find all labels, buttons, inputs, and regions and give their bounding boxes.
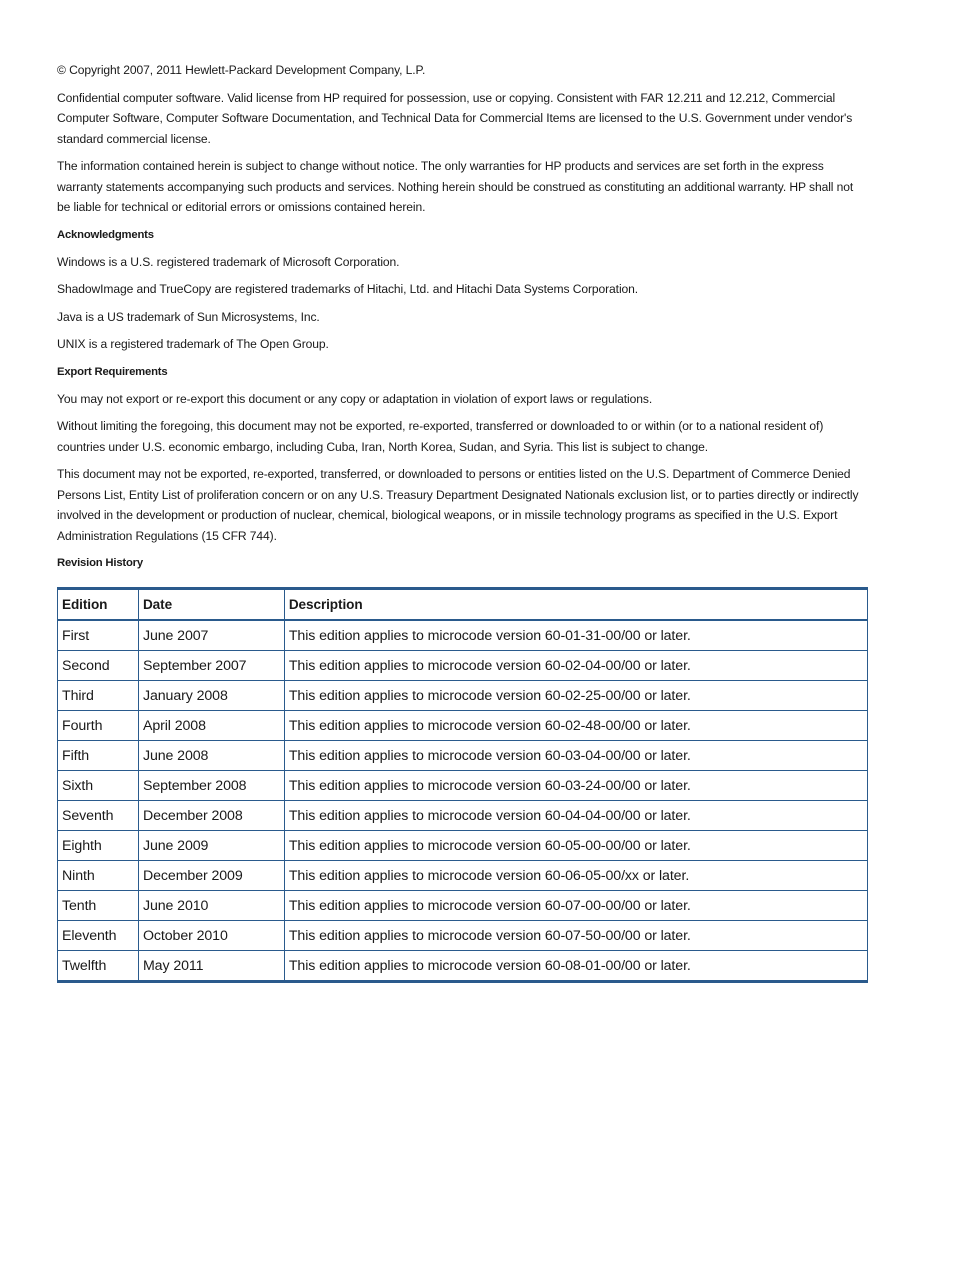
confidential-notice: Confidential computer software. Valid license from HP required for possession, use or copying. Consistent with FAR 12.211 and 12.212, Commercial Computer Software, Computer Software Documentation, and Technical Data for Commercial Items are licensed to the U.S. Government under vendor's standard commercial license. — [57, 90, 853, 146]
table-row — [58, 891, 868, 921]
description-cell: This edition applies to microcode version 60-02-04-00/00 or later. — [284, 651, 867, 681]
date-cell: December 2009 — [138, 861, 284, 891]
edition-cell: Eleventh — [58, 921, 139, 951]
date-cell: October 2010 — [138, 921, 284, 951]
edition-cell: Seventh — [58, 801, 139, 831]
column-header-description: Description — [284, 589, 867, 621]
edition-cell: Second — [58, 651, 139, 681]
acknowledgments-heading: Acknowledgments — [57, 228, 154, 241]
date-cell: June 2009 — [138, 831, 284, 861]
description-cell: This edition applies to microcode version 60-07-00-00/00 or later. — [284, 891, 867, 921]
date-cell: September 2007 — [138, 651, 284, 681]
edition-cell: First — [58, 620, 139, 651]
description-cell: This edition applies to microcode version 60-02-48-00/00 or later. — [284, 711, 867, 741]
description-cell: This edition applies to microcode version 60-02-25-00/00 or later. — [284, 681, 867, 711]
revision-history-table — [57, 587, 868, 983]
edition-cell: Tenth — [58, 891, 139, 921]
edition-cell: Fourth — [58, 711, 139, 741]
table-row — [58, 801, 868, 831]
description-cell: This edition applies to microcode version 60-06-05-00/xx or later. — [284, 861, 867, 891]
edition-cell: Third — [58, 681, 139, 711]
date-cell: May 2011 — [138, 951, 284, 982]
ack-windows: Windows is a U.S. registered trademark of Microsoft Corporation. — [57, 254, 400, 269]
export-heading: Export Requirements — [57, 365, 168, 378]
column-header-edition: Edition — [58, 589, 139, 621]
column-header-date: Date — [138, 589, 284, 621]
table-row — [58, 620, 868, 651]
description-cell: This edition applies to microcode version 60-03-24-00/00 or later. — [284, 771, 867, 801]
export-para-1: You may not export or re-export this document or any copy or adaptation in violation of export laws or regulations. — [57, 391, 653, 406]
date-cell: June 2010 — [138, 891, 284, 921]
table-row — [58, 711, 868, 741]
table-row — [58, 951, 868, 982]
ack-hitachi: ShadowImage and TrueCopy are registered trademarks of Hitachi, Ltd. and Hitachi Data Systems Corporation. — [57, 282, 639, 296]
edition-cell: Sixth — [58, 771, 139, 801]
table-row — [58, 831, 868, 861]
description-cell: This edition applies to microcode version 60-08-01-00/00 or later. — [284, 951, 867, 982]
description-cell: This edition applies to microcode version 60-03-04-00/00 or later. — [284, 741, 867, 771]
ack-java: Java is a US trademark of Sun Microsystems, Inc. — [57, 309, 320, 324]
edition-cell: Fifth — [58, 741, 139, 771]
revision-history-heading: Revision History — [57, 557, 143, 569]
table-header-row — [58, 589, 868, 621]
warranty-notice: The information contained herein is subject to change without notice. The only warranties for HP products and services are set forth in the express warranty statements accompanying such products and services. Nothing herein should be construed as constituting an additional warranty. HP shall not be liable for technical or editorial errors or omissions contained herein. — [57, 159, 854, 214]
table-row — [58, 771, 868, 801]
description-cell: This edition applies to microcode version 60-07-50-00/00 or later. — [284, 921, 867, 951]
edition-cell: Ninth — [58, 861, 139, 891]
ack-unix: UNIX is a registered trademark of The Open Group. — [57, 337, 329, 351]
table-row — [58, 651, 868, 681]
date-cell: December 2008 — [138, 801, 284, 831]
edition-cell: Eighth — [58, 831, 139, 861]
table-row — [58, 921, 868, 951]
table-row — [58, 681, 868, 711]
description-cell: This edition applies to microcode version 60-01-31-00/00 or later. — [284, 620, 867, 651]
date-cell: September 2008 — [138, 771, 284, 801]
date-cell: January 2008 — [138, 681, 284, 711]
date-cell: June 2008 — [138, 741, 284, 771]
legal-notice-page — [57, 60, 869, 983]
export-para-3: This document may not be exported, re-exported, transferred, or downloaded to persons or entities listed on the U.S. Department of Commerce Denied Persons List, Entity List of proliferation concern or on any U.S. Treasury Department Designated Nationals exclusion list, or to parties directly or indirectly involved in the development or production of nuclear, chemical, biological weapons, or in missile technology programs as specified in the U.S. Export Administration Regulations (15 CFR 744). — [57, 467, 859, 543]
date-cell: June 2007 — [138, 620, 284, 651]
description-cell: This edition applies to microcode version 60-05-00-00/00 or later. — [284, 831, 867, 861]
edition-cell: Twelfth — [58, 951, 139, 982]
export-para-2: Without limiting the foregoing, this document may not be exported, re-exported, transferred or downloaded to or within (or to a national resident of) countries under U.S. economic embargo, including Cuba, Iran, North Korea, Sudan, and Syria. This list is subject to change. — [57, 419, 824, 454]
copyright-line: © Copyright 2007, 2011 Hewlett-Packard Development Company, L.P. — [57, 63, 426, 77]
table-row — [58, 741, 868, 771]
table-row — [58, 861, 868, 891]
description-cell: This edition applies to microcode version 60-04-04-00/00 or later. — [284, 801, 867, 831]
date-cell: April 2008 — [138, 711, 284, 741]
